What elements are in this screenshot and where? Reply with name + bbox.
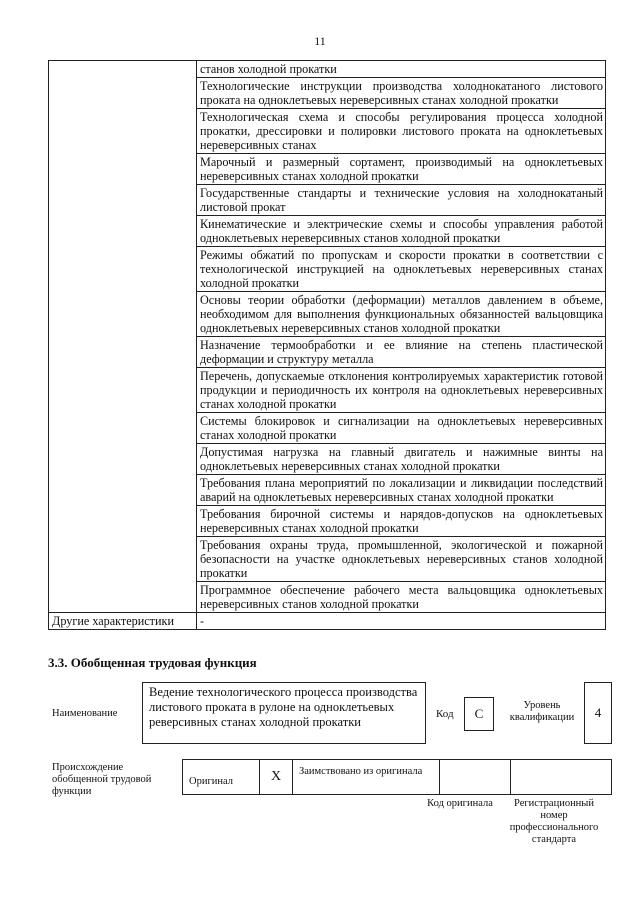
knowledge-item: Перечень, допускаемые отклонения контролируемых характеристик готовой продукции и периодичность их контроля на одноклетьевых нереверсивных станах холодной прокатки	[197, 368, 606, 413]
knowledge-item: Требования бирочной системы и нарядов-допусков на одноклетьевых нереверсивных станах холодной прокатки	[197, 506, 606, 537]
knowledge-item: Государственные стандарты и технические условия на холоднокатаный листовой прокат	[197, 185, 606, 216]
knowledge-item: Требования охраны труда, промышленной, экологической и пожарной безопасности на участке одноклетьевых нереверсивных станов холодной прокатки	[197, 537, 606, 582]
other-characteristics-value: -	[197, 613, 606, 630]
knowledge-item: Марочный и размерный сортамент, производимый на одноклетьевых нереверсивных станах холодной прокатки	[197, 154, 606, 185]
reg-number-label: Регистрационный номер профессионального стандарта	[509, 798, 599, 845]
knowledge-item: Технологическая схема и способы регулирования процесса холодной прокатки, дрессировки и полировки листового проката на одноклетьевых нереверсивных станах	[197, 109, 606, 154]
page-number: 11	[314, 34, 326, 48]
knowledge-item: Допустимая нагрузка на главный двигатель и нажимные винты на одноклетьевых нереверсивных станах холодной прокатки	[197, 444, 606, 475]
knowledge-item: Кинематические и электрические схемы и способы управления работой одноклетьевых нереверсивных станов холодной прокатки	[197, 216, 606, 247]
qualification-level-label: Уровень квалификации	[509, 700, 575, 723]
knowledge-item: Технологические инструкции производства холоднокатаного листового проката на одноклетьевых нереверсивных станах холодной прокатки	[197, 78, 606, 109]
qualification-level-value: 4	[584, 682, 612, 744]
origin-label: Происхождение обобщенной трудовой функции	[52, 762, 152, 797]
knowledge-item: Требования плана мероприятий по локализации и ликвидации последствий аварий на одноклетьевых нереверсивных станах холодной прокатки	[197, 475, 606, 506]
table-row	[49, 61, 606, 78]
knowledge-item: Основы теории обработки (деформации) металлов давлением в объеме, необходимом для выполнения функциональных обязанностей вальцовщика одноклетьевых нереверсивных станов холодной прокатки	[197, 292, 606, 337]
knowledge-item: Режимы обжатий по пропускам и скорости прокатки в соответствии с технологической инструкцией на одноклетьевых нереверсивных станах холодной прокатки	[197, 247, 606, 292]
original-label: Оригинал	[183, 760, 260, 795]
reg-number-cell	[511, 760, 612, 795]
section-title: 3.3. Обобщенная трудовая функция	[48, 655, 257, 670]
other-characteristics-label: Другие характеристики	[49, 613, 197, 630]
knowledge-item: Системы блокировок и сигнализации на одноклетьевых нереверсивных станах холодной прокатки	[197, 413, 606, 444]
origin-table	[182, 759, 612, 795]
knowledge-table	[48, 60, 606, 630]
table-row-other	[49, 613, 606, 630]
knowledge-item: станов холодной прокатки	[197, 61, 606, 78]
code-label: Код	[436, 708, 454, 720]
knowledge-item: Назначение термообработки и ее влияние на степень пластической деформации и структуру металла	[197, 337, 606, 368]
original-mark: X	[260, 760, 293, 795]
code-original-cell	[440, 760, 511, 795]
left-cell-merged	[49, 61, 197, 613]
name-label: Наименование	[52, 708, 118, 719]
knowledge-item: Программное обеспечение рабочего места вальцовщика одноклетьевых нереверсивных станов холодной прокатки	[197, 582, 606, 613]
code-original-label: Код оригинала	[427, 798, 493, 809]
function-name-box: Ведение технологического процесса производства листового проката в рулоне на одноклетьевых реверсивных станах холодной прокатки	[142, 682, 426, 744]
borrowed-label: Заимствовано из оригинала	[293, 760, 440, 795]
code-value: C	[464, 697, 494, 731]
